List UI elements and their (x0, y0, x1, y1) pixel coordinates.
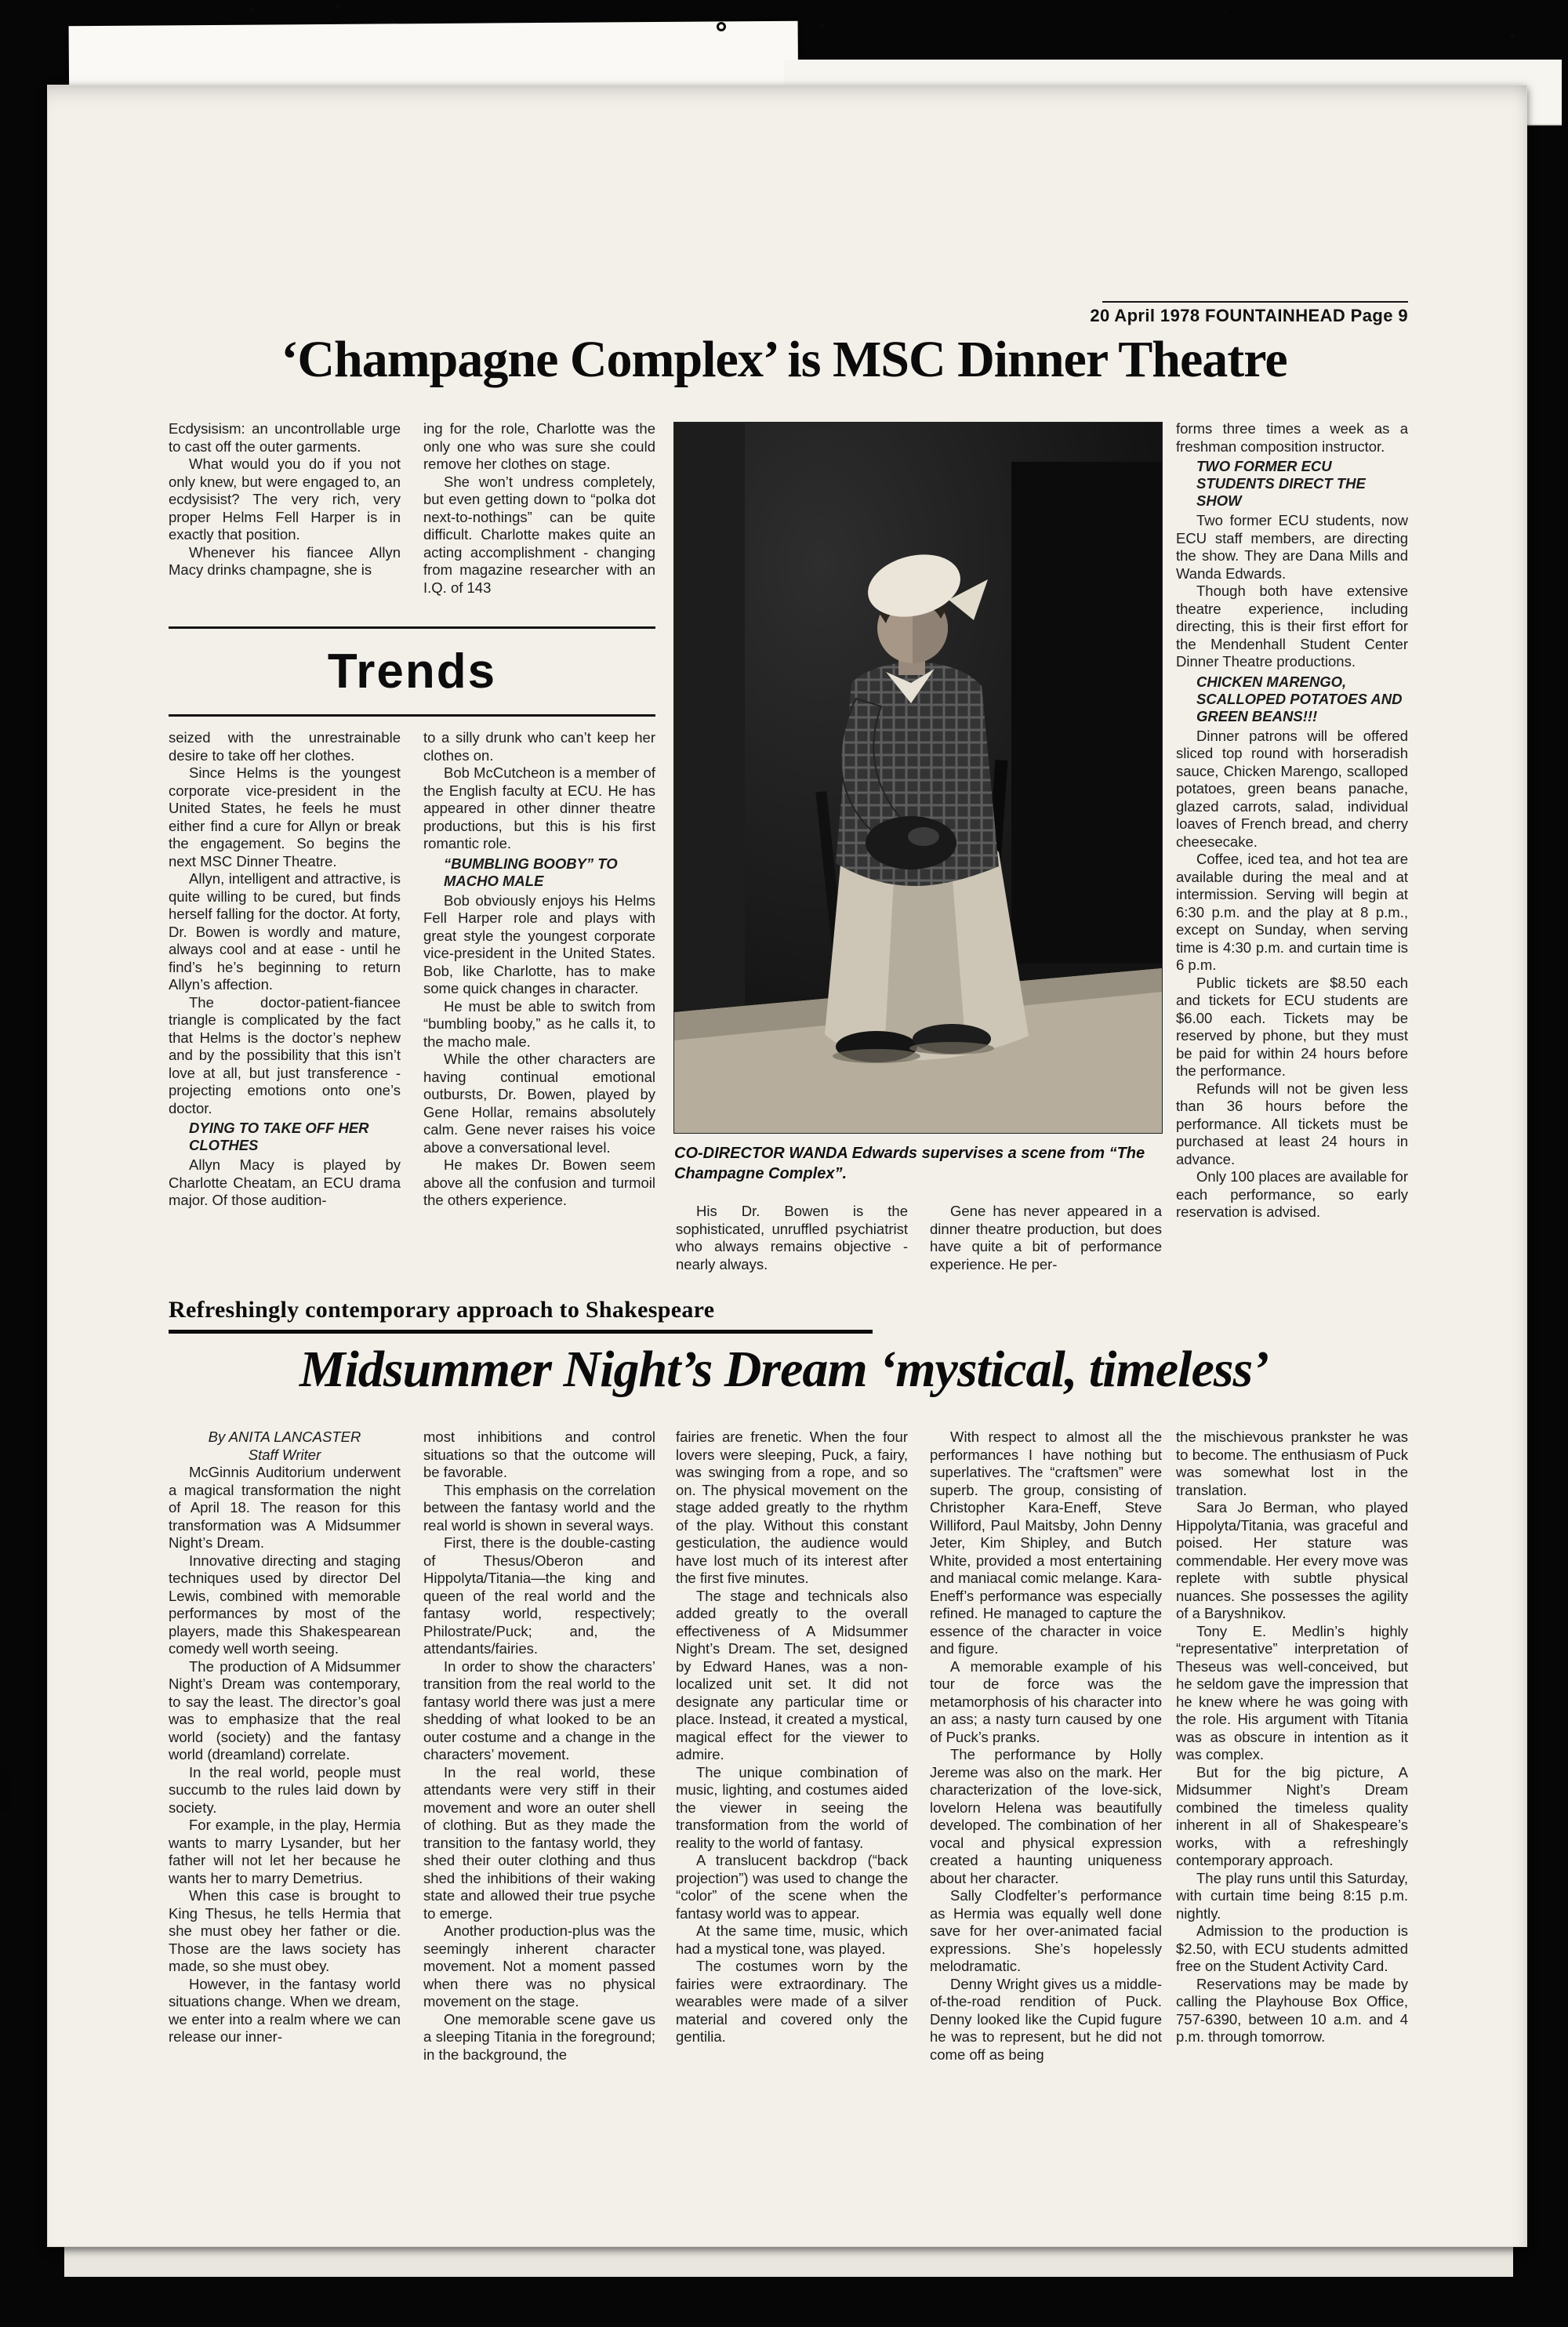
paragraph: This emphasis on the correlation between the fantasy world and the real world is shown in several ways. (423, 1481, 655, 1534)
scan-speck (820, 24, 824, 27)
paragraph: to a silly drunk who can’t keep her clothes on. (423, 729, 655, 764)
paragraph: Ecdysisism: an uncontrollable urge to cast off the outer garments. (169, 420, 401, 455)
paragraph: The stage and technicals also added greatly to the overall effectiveness of A Midsummer Night’s Dream. The set, designed by Edward Hanes, was a non-localized unit set. It did not designate any particular time or place. Instead, it created a mystical, magical effect for the viewer to admire. (676, 1587, 908, 1762)
article2-column3 (676, 1429, 908, 2213)
paragraph: Bob McCutcheon is a member of the English faculty at ECU. He has appeared in other dinner theatre productions, but this is his first romantic role. (423, 764, 655, 851)
article2-column4 (930, 1429, 1162, 2213)
masthead-dateline: 20 April 1978 FOUNTAINHEAD Page 9 (1090, 306, 1408, 325)
paragraph: Innovative directing and staging techniques used by director Del Lewis, combined with memorable performances by most of the players, made this Shakespearean comedy well worth seeing. (169, 1552, 401, 1657)
paragraph: fairies are frenetic. When the four lovers were sleeping, Puck, a fairy, was swinging from a rope, and so on. The physical movement on the stage added greatly to the rhythm of the play. Without this constant gesticulation, the audience would have lost much of its interest after the first five minutes. (676, 1429, 908, 1586)
paragraph: Refunds will not be given less than 36 hours before the performance. All tickets must be purchased at least 24 hours in advance. (1176, 1080, 1408, 1167)
article2-column5 (1176, 1429, 1408, 2213)
paragraph: First, there is the double-casting of Thesus/Oberon and Hippolyta/Titania—the king and queen of the real world and the fantasy world, respectively; Philostrate/Puck; and, the attendants/fairies. (423, 1534, 655, 1657)
paragraph: most inhibitions and control situations so that the outcome will be favorable. (423, 1429, 655, 1480)
article2-column1 (169, 1429, 401, 2213)
paragraph: When this case is brought to King Thesus, he tells Hermia that she must obey her father or die. Those are the laws society has made, so she must obey. (169, 1887, 401, 1974)
paragraph: Allyn Macy is played by Charlotte Cheatam, an ECU drama major. Of those audition- (169, 1156, 401, 1208)
article1-photo-caption: CO-DIRECTOR WANDA Edwards supervises a scene from “The Champagne Complex”. (674, 1145, 1145, 1182)
paragraph: In the real world, these attendants were very stiff in their movement and wore an outer shell of clothing. But as they made the transition to the fantasy world, they shed their outer clothing and thus shed the inhibitions of their waking state and allowed their true psyche to emerge. (423, 1763, 655, 1922)
paragraph: A memorable example of his tour de force was the metamorphosis of his character into an ass; a nasty turn caused by one of Puck’s pranks. (930, 1657, 1162, 1745)
article1-column1-bottom (169, 729, 401, 1287)
paragraph: But for the big picture, A Midsummer Night’s Dream combined the timeless quality inherent in all of Shakespeare’s works, with a refreshingly contemporary approach. (1176, 1763, 1408, 1868)
article2-kicker-rule (169, 1330, 873, 1334)
scan-speck (1510, 33, 1515, 38)
paragraph: Only 100 places are available for each performance, so early reservation is advised. (1176, 1168, 1408, 1220)
paragraph: In the real world, people must succumb to the rules laid down by society. (169, 1763, 401, 1816)
paragraph: Since Helms is the youngest corporate vice-president in the United States, he feels he must either find a cure for Allyn or break the engagement. So begins the next MSC Dinner Theatre. (169, 764, 401, 869)
trends-headline: Trends (327, 644, 497, 699)
paragraph: However, in the fantasy world situations change. When we dream, we enter into a realm where we can release our inner- (169, 1975, 401, 2045)
paragraph: The costumes worn by the fairies were extraordinary. The wearables were made of a silver material and covered only the gentilia. (676, 1958, 908, 2045)
article1-column3-below-photo (676, 1203, 908, 1295)
scan-speck (1223, 11, 1226, 14)
byline: Staff Writer (248, 1446, 321, 1463)
paragraph: forms three times a week as a freshman composition instructor. (1176, 420, 1408, 455)
photo-champagne-scene-illustration (674, 423, 1162, 1133)
paragraph: the mischievous prankster he was to become. The enthusiasm of Puck was somewhat lost in the translation. (1176, 1429, 1408, 1498)
paragraph: While the other characters are having continual emotional outbursts, Dr. Bowen, played by Gene Hollar, remains absolutely calm. Gene never raises his voice above a conversational level. (423, 1051, 655, 1156)
article1-column2-top (423, 420, 655, 626)
paragraph: Gene has never appeared in a dinner theatre production, but does have quite a bit of performance experience. He per- (930, 1203, 1162, 1272)
scan-speck (336, 5, 339, 9)
paragraph: The performance by Holly Jereme was also on the mark. Her characterization of the love-sick, lovelorn Helena was beautifully developed. The combination of her vocal and physical expression created a haunting uniqueness about her character. (930, 1746, 1162, 1886)
article2-headline: Midsummer Night’s Dream ‘mystical, timeless’ (299, 1341, 1269, 1398)
paragraph: The unique combination of music, lighting, and costumes aided the viewer in seeing the transformation from the world of reality to the world of fantasy. (676, 1763, 908, 1851)
paragraph: Dinner patrons will be offered sliced top round with horseradish sauce, Chicken Marengo, scalloped potatoes, green beans panache, glazed carrots, salad, individual loaves of French bread, and cherry cheesecake. (1176, 727, 1408, 850)
paragraph: The doctor-patient-fiancee triangle is complicated by the fact that Helms is the doctor’s nephew and by the possibility that this isn’t love at all, but just transference - projecting emotions onto one’s doctor. (169, 993, 401, 1116)
section-subhead: TWO FORMER ECU STUDENTS DIRECT THE SHOW (1196, 458, 1366, 509)
paragraph: Two former ECU students, now ECU staff members, are directing the show. They are Dana Mills and Wanda Edwards. (1176, 512, 1408, 582)
paragraph: McGinnis Auditorium underwent a magical transformation the night of April 18. The reason for this transformation was A Midsummer Night’s Dream. (169, 1464, 401, 1551)
byline: By ANITA LANCASTER (208, 1429, 361, 1445)
paragraph: What would you do if you not only knew, but were engaged to, an ecdysisist? The very rich, very proper Helms Fell Harper is in exactly that position. (169, 456, 401, 543)
paragraph: A translucent backdrop (“back projection”) was used to change the “color” of the scene when the fantasy world was to appear. (676, 1852, 908, 1922)
article1-column4-below-photo (930, 1203, 1162, 1295)
paragraph: Whenever his fiancee Allyn Macy drinks champagne, she is (169, 543, 401, 578)
paragraph: ing for the role, Charlotte was the only one who was sure she could remove her clothes on stage. (423, 420, 655, 472)
paragraph: Sara Jo Berman, who played Hippolyta/Titania, was graceful and poised. Her stature was commendable. Her every move was replete with subtle physical nuances. She possesses the agility of a Baryshnikov. (1176, 1499, 1408, 1621)
paragraph: One memorable scene gave us a sleeping Titania in the foreground; in the background, the (423, 2010, 655, 2063)
article2-column2 (423, 1429, 655, 2213)
paragraph: In order to show the characters’ transition from the real world to the fantasy world there was just a mere shedding of what looked to be an outer costume and a change in the characters’ movement. (423, 1657, 655, 1762)
paragraph: seized with the unrestrainable desire to take off her clothes. (169, 729, 401, 764)
article2-kicker: Refreshingly contemporary approach to Shakespeare (169, 1297, 715, 1323)
paragraph: She won’t undress completely, but even getting down to “polka dot next-to-nothings” can be quite difficult. Charlotte makes quite an acting accomplishment - changing from magazine researcher with an I.Q. of 143 (423, 473, 655, 596)
paragraph: Coffee, iced tea, and hot tea are available during the meal and at intermission. Serving will begin at 6:30 p.m. and the play at 8 p.m., except on Sunday, when serving time is 4:30 p.m. and curtain time is 6 p.m. (1176, 851, 1408, 973)
article1-column1-top (169, 420, 401, 626)
article1-column2-bottom (423, 729, 655, 1287)
article1-headline: ‘Champagne Complex’ is MSC Dinner Theatre (281, 331, 1287, 388)
scan-edge-artifact (0, 1770, 11, 1811)
paragraph: At the same time, music, which had a mystical tone, was played. (676, 1922, 908, 1957)
paragraph: His Dr. Bowen is the sophisticated, unruffled psychiatrist who always remains objective - nearly always. (676, 1203, 908, 1272)
paragraph: Tony E. Medlin’s highly “representative” interpretation of Theseus was well-conceived, but he seldom gave the impression that he knew where he was going with the role. His argument with Titania was as obscure in intention as it was complex. (1176, 1622, 1408, 1762)
paragraph: He makes Dr. Bowen seem above all the confusion and turmoil the others experience. (423, 1156, 655, 1208)
paragraph: Bob obviously enjoys his Helms Fell Harper role and plays with great style the youngest corporate vice-president in the United States. Bob, like Charlotte, has to make some quick changes in character. (423, 891, 655, 997)
article1-photo (674, 423, 1162, 1133)
paragraph: Reservations may be made by calling the Playhouse Box Office, 757-6390, between 10 a.m. and 4 p.m. through tomorrow. (1176, 1975, 1408, 2045)
masthead-rule (1102, 301, 1408, 303)
paragraph: With respect to almost all the performances I have nothing but superlatives. The “craftsmen” were superb. The group, consisting of Christopher Kara-Eneff, Steve Williford, Paul Maitsby, John Denny Jeter, Kim Shipley, and Butch White, provided a most entertaining and maniacal comic melange. Kara-Eneff’s performance was especially refined. He managed to capture the essence of the character in voice and figure. (930, 1429, 1162, 1657)
paragraph: The play runs until this Saturday, with curtain time being 8:15 p.m. nightly. (1176, 1869, 1408, 1922)
scan-speck (249, 8, 254, 13)
paragraph: Another production-plus was the seemingly inherent character movement. Not a moment passed when there was no physical movement on the stage. (423, 1922, 655, 2009)
scan-speck (717, 22, 726, 31)
paragraph: Admission to the production is $2.50, with ECU students admitted free on the Student Activity Card. (1176, 1922, 1408, 1974)
paragraph: For example, in the play, Hermia wants to marry Lysander, but her father will not let her because he wants her to marry Demetrius. (169, 1817, 401, 1886)
article1-column5 (1176, 420, 1408, 1292)
section-subhead: CHICKEN MARENGO, SCALLOPED POTATOES AND GREEN BEANS!!! (1196, 673, 1403, 724)
paragraph: Denny Wright gives us a middle-of-the-road rendition of Puck. Denny looked like the Cupid fugure he was to represent, but he did not come off as being (930, 1975, 1162, 2063)
scan-speck (392, 20, 395, 24)
paragraph: Public tickets are $8.50 each and tickets for ECU students are $6.00 each. Tickets may be reserved by phone, but they must be paid for within 24 hours before the performance. (1176, 974, 1408, 1079)
paragraph: Sally Clodfelter’s performance as Hermia was equally well done save for her over-animated facial expressions. She’s hopelessly melodramatic. (930, 1887, 1162, 1974)
paragraph: Allyn, intelligent and attractive, is quite willing to be cured, but finds herself falling for the doctor. At forty, Dr. Bowen is wordly and mature, always cool and at ease - until he find’s he’s beginning to return Allyn’s affection. (169, 870, 401, 993)
paragraph: The production of A Midsummer Night’s Dream was contemporary, to say the least. The director’s goal was to emphasize that the real world (society) and the fantasy world (dreamland) correlate. (169, 1657, 401, 1762)
paragraph: He must be able to switch from “bumbling booby,” as he calls it, to the macho male. (423, 997, 655, 1050)
section-subhead: DYING TO TAKE OFF HER CLOTHES (189, 1120, 369, 1153)
paragraph: Though both have extensive theatre experience, including directing, this is their first effort for the Mendenhall Student Center Dinner Theatre productions. (1176, 583, 1408, 670)
section-subhead: “BUMBLING BOOBY” TO MACHO MALE (444, 855, 618, 889)
trends-box (169, 626, 655, 717)
